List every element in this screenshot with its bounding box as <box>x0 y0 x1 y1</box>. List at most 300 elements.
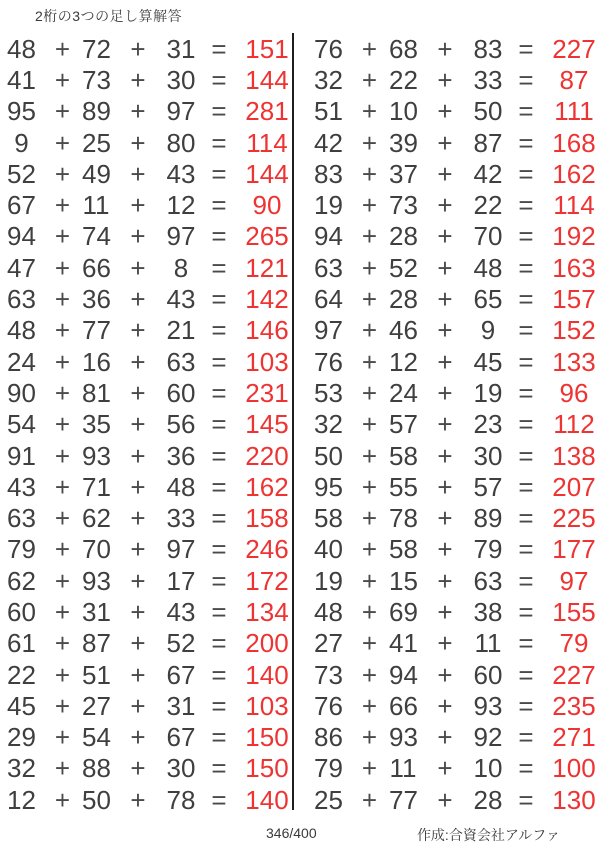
plus-operator: + <box>54 377 71 408</box>
equals-operator: = <box>211 315 227 346</box>
equation-row <box>0 377 292 408</box>
equals-operator: = <box>518 127 534 158</box>
operand-c: 30 <box>166 64 196 95</box>
operand-c: 48 <box>473 252 503 283</box>
operand-b: 39 <box>389 127 418 158</box>
equals-operator: = <box>518 96 534 127</box>
equals-operator: = <box>211 753 227 784</box>
plus-operator: + <box>361 565 378 596</box>
answer-value: 144 <box>245 64 289 95</box>
operand-b: 46 <box>389 315 418 346</box>
operand-b: 55 <box>389 471 418 502</box>
operand-c: 63 <box>166 346 196 377</box>
operand-c: 63 <box>473 565 503 596</box>
answer-value: 162 <box>552 158 596 189</box>
page-title: 2桁の3つの足し算解答 <box>35 8 183 24</box>
plus-operator: + <box>437 440 453 471</box>
plus-operator: + <box>130 534 146 565</box>
equals-operator: = <box>211 221 227 252</box>
operand-a: 48 <box>314 596 343 627</box>
operand-a: 27 <box>314 628 343 659</box>
equals-operator: = <box>211 659 227 690</box>
equals-operator: = <box>211 64 227 95</box>
plus-operator: + <box>361 596 378 627</box>
plus-operator: + <box>130 722 146 753</box>
equation-row <box>0 96 292 127</box>
equals-operator: = <box>518 753 534 784</box>
operand-b: 93 <box>389 722 418 753</box>
operand-a: 9 <box>14 127 29 158</box>
answer-value: 138 <box>552 440 596 471</box>
plus-operator: + <box>130 127 146 158</box>
plus-operator: + <box>437 315 453 346</box>
answer-value: 158 <box>245 503 289 534</box>
operand-c: 52 <box>166 628 196 659</box>
operand-c: 8 <box>173 252 189 283</box>
equals-operator: = <box>211 96 227 127</box>
operand-b: 10 <box>389 96 418 127</box>
equation-row <box>0 346 292 377</box>
answer-value: 134 <box>245 596 289 627</box>
operand-b: 77 <box>389 784 418 815</box>
operand-b: 28 <box>389 284 418 315</box>
equation-row <box>307 221 599 252</box>
operand-a: 58 <box>314 503 343 534</box>
equation-row <box>307 189 599 220</box>
answer-value: 271 <box>552 722 596 753</box>
operand-a: 76 <box>314 346 343 377</box>
operand-b: 77 <box>82 315 111 346</box>
operand-c: 83 <box>473 33 503 64</box>
answer-value: 150 <box>245 722 289 753</box>
plus-operator: + <box>130 377 146 408</box>
plus-operator: + <box>54 440 71 471</box>
plus-operator: + <box>54 33 71 64</box>
operand-a: 90 <box>7 377 36 408</box>
operand-c: 17 <box>166 565 196 596</box>
worksheet-body <box>0 33 599 815</box>
operand-b: 72 <box>82 33 111 64</box>
operand-b: 41 <box>389 628 418 659</box>
plus-operator: + <box>130 96 146 127</box>
answer-value: 133 <box>552 346 596 377</box>
equation-row <box>0 283 292 314</box>
plus-operator: + <box>54 409 71 440</box>
operand-a: 40 <box>314 534 343 565</box>
operand-c: 97 <box>166 534 196 565</box>
plus-operator: + <box>54 753 71 784</box>
answer-value: 142 <box>245 284 289 315</box>
operand-b: 27 <box>82 690 111 721</box>
plus-operator: + <box>437 471 453 502</box>
operand-a: 95 <box>314 471 343 502</box>
answer-value: 144 <box>245 158 289 189</box>
equals-operator: = <box>211 534 227 565</box>
operand-a: 62 <box>7 565 36 596</box>
operand-b: 73 <box>82 64 111 95</box>
plus-operator: + <box>437 158 453 189</box>
plus-operator: + <box>130 440 146 471</box>
operand-a: 76 <box>314 690 343 721</box>
plus-operator: + <box>361 96 378 127</box>
plus-operator: + <box>130 753 146 784</box>
answer-value: 145 <box>245 409 289 440</box>
equals-operator: = <box>518 315 534 346</box>
operand-b: 93 <box>82 565 111 596</box>
equation-row <box>307 33 599 64</box>
answer-value: 114 <box>553 190 595 221</box>
equation-row <box>0 565 292 596</box>
equals-operator: = <box>518 565 534 596</box>
plus-operator: + <box>130 659 146 690</box>
problems-column-left <box>0 33 292 815</box>
operand-a: 54 <box>7 409 36 440</box>
equals-operator: = <box>518 534 534 565</box>
plus-operator: + <box>130 784 146 815</box>
operand-a: 63 <box>7 503 36 534</box>
equation-row <box>0 596 292 627</box>
operand-b: 66 <box>389 690 418 721</box>
plus-operator: + <box>437 753 453 784</box>
operand-c: 70 <box>473 221 503 252</box>
equation-row <box>0 440 292 471</box>
plus-operator: + <box>437 722 453 753</box>
answer-value: 200 <box>245 628 289 659</box>
answer-value: 151 <box>245 33 289 64</box>
equals-operator: = <box>518 596 534 627</box>
operand-b: 24 <box>389 377 418 408</box>
operand-b: 35 <box>82 409 111 440</box>
operand-a: 42 <box>314 127 343 158</box>
operand-a: 25 <box>314 784 343 815</box>
equation-row <box>307 96 599 127</box>
equation-row <box>307 315 599 346</box>
answer-value: 192 <box>552 221 596 252</box>
operand-b: 68 <box>389 33 418 64</box>
page-number: 346/400 <box>266 825 317 841</box>
plus-operator: + <box>130 158 146 189</box>
plus-operator: + <box>437 565 453 596</box>
equals-operator: = <box>211 471 227 502</box>
answer-value: 100 <box>552 753 596 784</box>
operand-c: 97 <box>166 96 196 127</box>
operand-b: 11 <box>82 190 110 221</box>
operand-b: 58 <box>389 534 418 565</box>
operand-a: 48 <box>7 315 36 346</box>
equals-operator: = <box>518 784 534 815</box>
equals-operator: = <box>211 690 227 721</box>
column-divider <box>292 33 294 810</box>
equation-row <box>307 346 599 377</box>
credit-text: 作成:合資会社アルファ <box>416 827 560 843</box>
operand-a: 86 <box>314 722 343 753</box>
plus-operator: + <box>361 471 378 502</box>
plus-operator: + <box>54 503 71 534</box>
plus-operator: + <box>54 158 71 189</box>
answer-value: 172 <box>245 565 289 596</box>
operand-c: 80 <box>166 127 196 158</box>
plus-operator: + <box>54 127 71 158</box>
plus-operator: + <box>361 628 378 659</box>
answer-value: 177 <box>552 534 596 565</box>
answer-value: 87 <box>559 64 589 95</box>
operand-b: 16 <box>82 346 111 377</box>
equals-operator: = <box>518 690 534 721</box>
plus-operator: + <box>361 64 378 95</box>
operand-a: 19 <box>314 190 343 221</box>
operand-b: 69 <box>389 596 418 627</box>
plus-operator: + <box>361 252 378 283</box>
plus-operator: + <box>54 628 71 659</box>
plus-operator: + <box>361 377 378 408</box>
plus-operator: + <box>437 190 453 221</box>
plus-operator: + <box>54 284 71 315</box>
operand-b: 78 <box>389 503 418 534</box>
operand-c: 87 <box>473 127 503 158</box>
plus-operator: + <box>54 722 71 753</box>
operand-b: 66 <box>82 252 111 283</box>
equation-row <box>0 534 292 565</box>
equals-operator: = <box>518 64 534 95</box>
plus-operator: + <box>361 440 378 471</box>
equation-row <box>307 753 599 784</box>
operand-b: 70 <box>82 534 111 565</box>
equation-row <box>0 502 292 533</box>
plus-operator: + <box>361 722 378 753</box>
operand-a: 94 <box>314 221 343 252</box>
operand-a: 95 <box>7 96 36 127</box>
operand-a: 61 <box>7 628 36 659</box>
operand-b: 22 <box>389 64 418 95</box>
plus-operator: + <box>130 221 146 252</box>
equation-row <box>307 471 599 502</box>
operand-c: 65 <box>473 284 503 315</box>
plus-operator: + <box>437 221 453 252</box>
operand-c: 30 <box>166 753 196 784</box>
plus-operator: + <box>437 784 453 815</box>
plus-operator: + <box>54 190 71 221</box>
operand-b: 81 <box>82 377 111 408</box>
equals-operator: = <box>211 722 227 753</box>
operand-b: 87 <box>82 628 111 659</box>
answer-value: 231 <box>245 377 289 408</box>
equals-operator: = <box>518 471 534 502</box>
equation-row <box>307 127 599 158</box>
operand-c: 79 <box>473 534 503 565</box>
plus-operator: + <box>437 628 453 659</box>
operand-a: 29 <box>7 722 36 753</box>
plus-operator: + <box>130 565 146 596</box>
plus-operator: + <box>361 659 378 690</box>
operand-a: 48 <box>7 33 36 64</box>
plus-operator: + <box>54 252 71 283</box>
plus-operator: + <box>437 64 453 95</box>
answer-value: 90 <box>252 190 282 221</box>
operand-a: 47 <box>7 252 36 283</box>
answer-value: 162 <box>245 471 289 502</box>
equation-row <box>307 440 599 471</box>
operand-c: 57 <box>473 471 503 502</box>
answer-value: 168 <box>552 127 596 158</box>
plus-operator: + <box>361 346 378 377</box>
plus-operator: + <box>130 190 146 221</box>
equals-operator: = <box>211 252 227 283</box>
operand-c: 36 <box>166 440 196 471</box>
answer-value: 150 <box>245 753 289 784</box>
equals-operator: = <box>211 377 227 408</box>
operand-a: 73 <box>314 659 343 690</box>
answer-value: 114 <box>246 127 288 158</box>
equation-row <box>0 315 292 346</box>
answer-value: 103 <box>245 346 289 377</box>
operand-c: 43 <box>166 596 196 627</box>
operand-c: 11 <box>474 628 502 659</box>
plus-operator: + <box>437 534 453 565</box>
equation-row <box>307 690 599 721</box>
equation-row <box>0 659 292 690</box>
equation-row <box>0 409 292 440</box>
plus-operator: + <box>361 284 378 315</box>
operand-b: 74 <box>82 221 111 252</box>
operand-b: 31 <box>82 596 111 627</box>
plus-operator: + <box>437 284 453 315</box>
operand-a: 32 <box>314 64 343 95</box>
equation-row <box>307 377 599 408</box>
operand-a: 51 <box>314 96 343 127</box>
plus-operator: + <box>130 596 146 627</box>
operand-c: 10 <box>473 753 503 784</box>
operand-a: 63 <box>314 252 343 283</box>
operand-a: 12 <box>7 784 36 815</box>
operand-c: 42 <box>473 158 503 189</box>
equals-operator: = <box>211 503 227 534</box>
plus-operator: + <box>437 503 453 534</box>
plus-operator: + <box>54 64 71 95</box>
plus-operator: + <box>361 190 378 221</box>
plus-operator: + <box>437 409 453 440</box>
equation-row <box>307 722 599 753</box>
equation-row <box>307 502 599 533</box>
plus-operator: + <box>130 252 146 283</box>
answer-value: 163 <box>552 252 596 283</box>
operand-b: 50 <box>82 784 111 815</box>
plus-operator: + <box>361 503 378 534</box>
equals-operator: = <box>518 33 534 64</box>
operand-c: 60 <box>473 659 503 690</box>
plus-operator: + <box>130 628 146 659</box>
answer-value: 225 <box>552 503 596 534</box>
equals-operator: = <box>211 346 227 377</box>
plus-operator: + <box>54 315 71 346</box>
equals-operator: = <box>211 565 227 596</box>
operand-c: 45 <box>473 346 503 377</box>
operand-a: 79 <box>7 534 36 565</box>
operand-c: 60 <box>166 377 196 408</box>
answer-value: 227 <box>552 659 596 690</box>
operand-a: 60 <box>7 596 36 627</box>
answer-value: 155 <box>552 596 596 627</box>
operand-b: 57 <box>389 409 418 440</box>
equation-row <box>0 158 292 189</box>
plus-operator: + <box>437 377 453 408</box>
plus-operator: + <box>54 96 71 127</box>
operand-a: 76 <box>314 33 343 64</box>
equation-row <box>307 784 599 815</box>
answer-value: 146 <box>245 315 289 346</box>
equals-operator: = <box>211 127 227 158</box>
operand-c: 78 <box>166 784 196 815</box>
answer-value: 140 <box>245 659 289 690</box>
plus-operator: + <box>361 127 378 158</box>
equals-operator: = <box>518 659 534 690</box>
equation-row <box>307 252 599 283</box>
equals-operator: = <box>211 784 227 815</box>
operand-c: 56 <box>166 409 196 440</box>
operand-c: 89 <box>473 503 503 534</box>
equals-operator: = <box>211 284 227 315</box>
operand-a: 45 <box>7 690 36 721</box>
operand-c: 31 <box>166 33 196 64</box>
operand-a: 97 <box>314 315 343 346</box>
answer-value: 157 <box>552 284 596 315</box>
operand-c: 50 <box>473 96 503 127</box>
equals-operator: = <box>518 284 534 315</box>
equation-row <box>307 158 599 189</box>
operand-b: 58 <box>389 440 418 471</box>
operand-c: 19 <box>473 377 503 408</box>
operand-c: 92 <box>473 722 503 753</box>
answer-value: 111 <box>554 96 594 127</box>
plus-operator: + <box>361 784 378 815</box>
plus-operator: + <box>130 315 146 346</box>
answer-value: 140 <box>245 784 289 815</box>
plus-operator: + <box>437 659 453 690</box>
equation-row <box>0 471 292 502</box>
operand-b: 28 <box>389 221 418 252</box>
equation-row <box>0 753 292 784</box>
answer-value: 246 <box>245 534 289 565</box>
problems-column-right <box>307 33 599 815</box>
operand-c: 23 <box>473 409 503 440</box>
equation-row <box>307 64 599 95</box>
answer-value: 130 <box>552 784 596 815</box>
operand-b: 94 <box>389 659 418 690</box>
operand-a: 94 <box>7 221 36 252</box>
operand-b: 71 <box>82 471 111 502</box>
operand-b: 15 <box>389 565 418 596</box>
plus-operator: + <box>54 659 71 690</box>
equation-row <box>0 628 292 659</box>
plus-operator: + <box>361 690 378 721</box>
plus-operator: + <box>437 690 453 721</box>
equals-operator: = <box>211 158 227 189</box>
plus-operator: + <box>54 471 71 502</box>
equals-operator: = <box>211 33 227 64</box>
operand-c: 48 <box>166 471 196 502</box>
operand-b: 89 <box>82 96 111 127</box>
answer-value: 103 <box>245 690 289 721</box>
operand-c: 33 <box>473 64 503 95</box>
equals-operator: = <box>518 440 534 471</box>
equation-row <box>0 252 292 283</box>
operand-a: 32 <box>7 753 36 784</box>
equals-operator: = <box>211 190 227 221</box>
operand-c: 43 <box>166 284 196 315</box>
equals-operator: = <box>518 221 534 252</box>
equals-operator: = <box>518 409 534 440</box>
plus-operator: + <box>130 64 146 95</box>
equation-row <box>0 127 292 158</box>
